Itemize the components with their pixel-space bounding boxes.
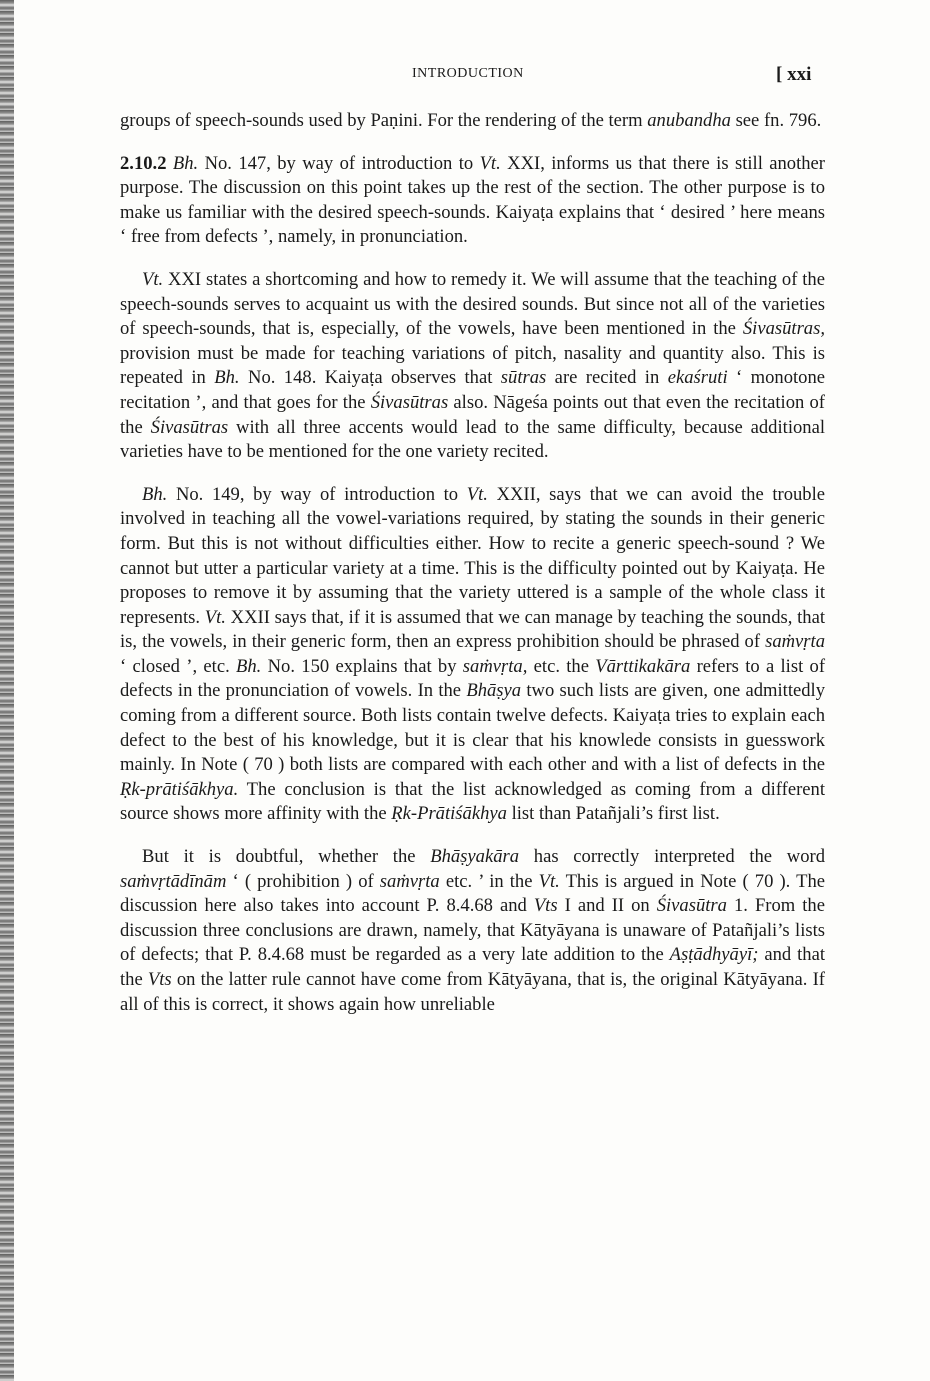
text-run: etc. the xyxy=(527,655,596,677)
text-run: XXII says that, if it is assumed that we can manage by teaching the sounds, that is, the vowels, in their generic form, then an express prohibition should be phrased of xyxy=(120,606,826,653)
binding-edge-scan-shadow xyxy=(0,0,14,1381)
text-run: with all three accents would lead to the same difficulty, because additional varieties have to be mentioned for the one variety recited. xyxy=(120,416,825,463)
text-run: The conclusion is that the list acknowledged as coming from a different source shows more affinity with the xyxy=(120,778,825,825)
italic-term: Bh. xyxy=(172,152,199,174)
section-number: 2.10.2 xyxy=(120,152,167,174)
paragraph-gap xyxy=(120,827,825,845)
italic-term: Ṛk-prātiśākhya. xyxy=(120,778,239,800)
italic-term: Bhāṣyakāra xyxy=(430,846,520,868)
text-run: No. 150 explains that by xyxy=(261,655,463,677)
paragraph-gap xyxy=(120,250,825,268)
italic-term: Bh. xyxy=(236,655,262,677)
text-run: ‘ monotone recitation ’, and that goes for the xyxy=(120,367,826,413)
text-run: are recited in xyxy=(546,367,668,389)
italic-term: Śivasūtras, xyxy=(742,318,825,340)
paragraph xyxy=(120,109,825,134)
paragraph-gap xyxy=(120,465,825,483)
italic-term: saṁvṛta, xyxy=(462,655,528,677)
italic-term: Vt. xyxy=(204,606,226,628)
italic-term: Ṛk-Prātiśākhya xyxy=(391,803,507,825)
text-run: This is argued in Note ( 70 ). The discussion here also takes into account P. 8.4.68 and xyxy=(120,870,826,917)
text-run: But it is doubtful, whether the xyxy=(142,846,431,868)
text-run: No. 147, by way of introduction to xyxy=(198,152,480,174)
text-run: No. 148. Kaiyaṭa observes that xyxy=(239,367,501,389)
text-run: groups of speech-sounds used by Paṇini. For the rendering of the term xyxy=(120,110,648,131)
italic-term: saṁvṛtādīnām xyxy=(120,870,227,892)
italic-term: Śivasūtra xyxy=(656,895,727,917)
italic-term: Vt. xyxy=(142,268,164,290)
paragraph-gap xyxy=(120,134,825,152)
text-run: see fn. 796. xyxy=(730,110,822,131)
italic-term: Bh. xyxy=(142,483,168,505)
italic-term: sūtras xyxy=(500,367,547,389)
italic-term: Bh. xyxy=(214,367,240,389)
page-number: [ xxi xyxy=(776,64,812,85)
text-run: XXI states a shortcoming and how to remedy it. We will assume that the teaching of the speech-sounds serves to acquaint us with the desired sounds. But since not all of the varieties of speech-sounds, that is, especially, of the vowels, have been mentioned in the xyxy=(120,268,825,340)
paragraph xyxy=(120,483,825,827)
paragraph xyxy=(120,845,825,1017)
italic-term: Śivasūtras xyxy=(370,391,449,413)
text-run: two such lists are given, one admittedly coming from a different source. Both lists contain twelve defects. Kaiyaṭa tries to explain each defect to the best of his knowledge, but it is clear that his knowlede consists in guesswork mainly. In Note ( 70 ) both lists are compared with each other and with a list of defects in the xyxy=(120,680,825,776)
text-run: list than Patañjali’s first list. xyxy=(506,803,720,825)
text-run: also. Nāgeśa points out that even the recitation of the xyxy=(120,391,825,438)
italic-term: anubandha xyxy=(647,110,731,131)
text-run: refers to a list of defects in the pronunciation of vowels. In the xyxy=(120,655,826,702)
italic-term: Vts xyxy=(147,969,172,990)
italic-term: saṁvṛta xyxy=(379,870,440,892)
italic-term: ekaśruti xyxy=(667,367,728,389)
body-text xyxy=(120,109,825,1017)
text-run: ‘ closed ’, etc. xyxy=(120,655,237,677)
italic-term: Vārttikakāra xyxy=(595,655,691,677)
text-run: XXII, says that we can avoid the trouble involved in teaching all the vowel-variations required, by stating the sounds in their generic form. But this is not without difficulties either. How to recite a generic speech-sound ? We cannot but utter a particular variety at a time. This is the difficulty pointed out by Kaiyaṭa. He proposes to remove it by assuming that the variety uttered is a sample of the whole class it represents. xyxy=(120,483,826,628)
paragraph xyxy=(120,268,825,465)
italic-term: Bhāṣya xyxy=(466,680,522,702)
text-run: ‘ ( prohibition ) of xyxy=(226,870,380,892)
italic-term: saṁvṛta xyxy=(765,631,825,653)
text-run: and that the xyxy=(120,944,825,990)
text-run: provision must be made for teaching variations of pitch, nasality and quantity also. This is repeated in xyxy=(120,342,825,389)
text-run: on the latter rule cannot have come from Kātyāyana, that is, the original Kātyāyana. If all of this is correct, it shows again how unreliable xyxy=(120,969,825,1015)
text-run: 1. From the discussion three conclusions are drawn, namely, that Kātyāyana is unaware of Patañjali’s lists of defects; that P. 8.4.68 must be regarded as a very late addition to the xyxy=(120,895,825,966)
italic-term: Śivasūtras xyxy=(150,416,229,438)
italic-term: Vt. xyxy=(538,870,560,892)
paragraph xyxy=(120,152,825,250)
italic-term: Vt. xyxy=(466,483,488,505)
running-head: INTRODUCTION xyxy=(412,66,524,81)
italic-term: Vts xyxy=(533,895,558,917)
text-run: has correctly interpreted the word xyxy=(519,846,825,868)
text-run: XXI, informs us that there is still another purpose. The discussion on this point takes up the rest of the section. The other purpose is to make us familiar with the desired speech-sounds. Kaiyaṭa explains that ‘ desired ’ here means ‘ free from defects ’, namely, in pronunciation. xyxy=(120,152,825,248)
text-run: I and II on xyxy=(557,895,657,917)
text-run: etc. ’ in the xyxy=(439,870,539,892)
italic-term: Aṣṭādhyāyī; xyxy=(669,944,759,966)
text-run: No. 149, by way of introduction to xyxy=(167,483,467,505)
italic-term: Vt. xyxy=(479,152,501,174)
